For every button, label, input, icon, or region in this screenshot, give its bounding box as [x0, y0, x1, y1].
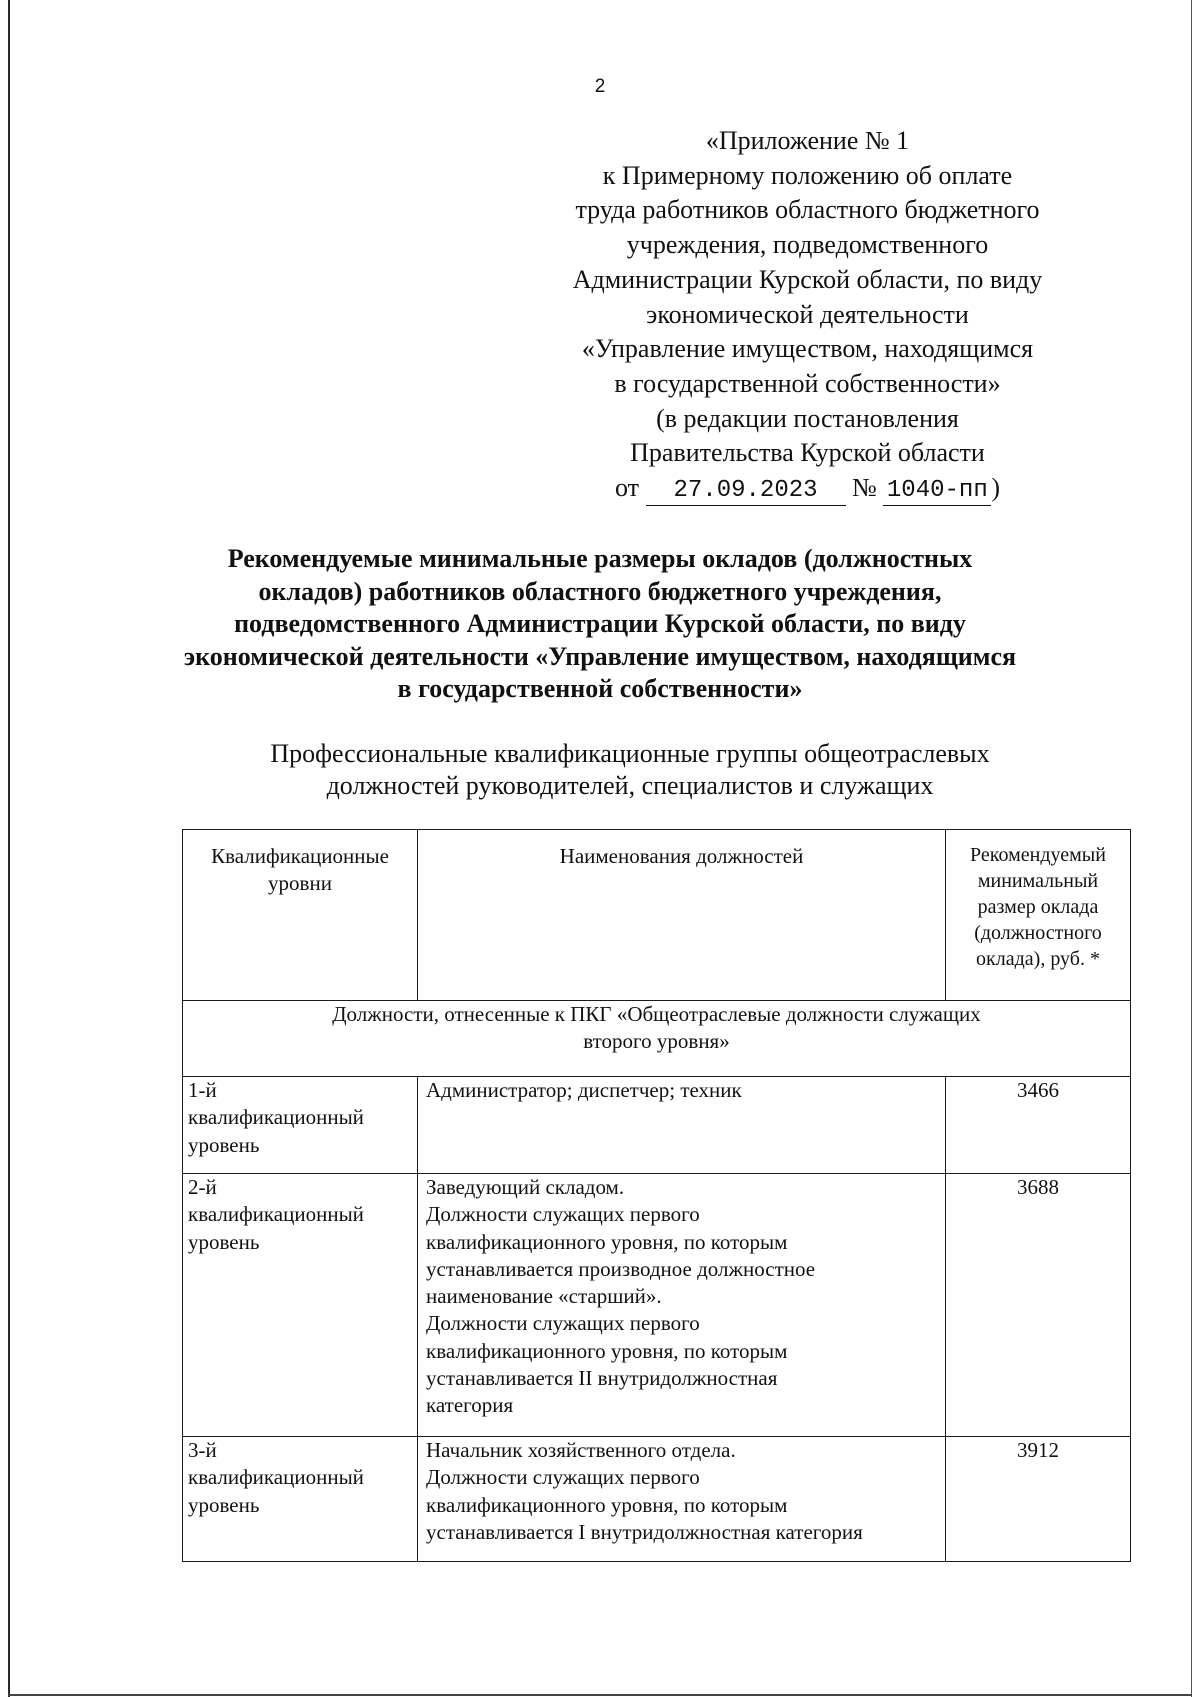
- subtitle-line: должностей руководителей, специалистов и служащих: [326, 771, 934, 800]
- salary-cell: 3466: [946, 1077, 1131, 1174]
- appendix-heading: [545, 124, 1070, 506]
- appendix-line: Правительства Курской области: [630, 438, 985, 468]
- title-line: подведомственного Администрации Курской области, по виду: [234, 609, 966, 638]
- positions-cell: Начальник хозяйственного отдела. Должности служащих первого квалификационного уровня, по которым устанавливается I внутридолжностная категория: [418, 1437, 946, 1562]
- title-line: экономической деятельности «Управление имуществом, находящимся: [183, 641, 1017, 671]
- positions-cell: Администратор; диспетчер; техник: [418, 1077, 946, 1174]
- section-subtitle: [160, 738, 1100, 802]
- resolution-number: 1040-пп: [883, 477, 991, 506]
- appendix-line: «Приложение № 1: [705, 126, 910, 155]
- appendix-line: Администрации Курской области, по виду: [572, 264, 1043, 294]
- appendix-line: в государственной собственности»: [614, 368, 1001, 398]
- title-line: Рекомендуемые минимальные размеры окладов (должностных: [227, 544, 973, 573]
- appendix-line: к Примерному положению об оплате: [602, 160, 1013, 190]
- table-row: [183, 1437, 1131, 1562]
- positions-cell: Заведующий складом. Должности служащих первого квалификационного уровня, по которым устанавливается производное должностное наименование «старший». Должности служащих первого квалификационного уровня, по которым устанавливается II внутридолжностная категория: [418, 1174, 946, 1437]
- resolution-date: 27.09.2023: [646, 477, 846, 506]
- table-row: [183, 1174, 1131, 1437]
- closing-paren: ): [991, 473, 1000, 503]
- table-header-row: [183, 830, 1131, 1001]
- document-title: [120, 543, 1080, 706]
- appendix-line: учреждения, подведомственного: [626, 230, 989, 260]
- scan-edge-right: [1191, 0, 1192, 1697]
- page-number: 2: [594, 76, 606, 97]
- appendix-line: «Управление имуществом, находящимся: [581, 334, 1034, 364]
- table-group-row: [183, 1001, 1131, 1077]
- salary-table: [182, 829, 1131, 1562]
- header-levels: Квалификационные уровни: [183, 830, 418, 1001]
- scan-edge-left: [8, 0, 10, 1697]
- resolution-reference: [545, 471, 1070, 506]
- salary-cell: 3912: [946, 1437, 1131, 1562]
- salary-cell: 3688: [946, 1174, 1131, 1437]
- group-title: Должности, отнесенные к ПКГ «Общеотраслевые должности служащих второго уровня»: [183, 1001, 1131, 1077]
- table-row: [183, 1077, 1131, 1174]
- appendix-line: экономической деятельности: [646, 299, 969, 329]
- number-prefix: №: [852, 473, 877, 503]
- header-positions: Наименования должностей: [418, 830, 946, 1001]
- subtitle-line: Профессиональные квалификационные группы общеотраслевых: [270, 739, 990, 768]
- level-cell: 1-й квалификационный уровень: [183, 1077, 418, 1174]
- title-line: в государственной собственности»: [397, 674, 803, 703]
- level-cell: 2-й квалификационный уровень: [183, 1174, 418, 1437]
- appendix-line: (в редакции постановления: [656, 403, 959, 433]
- date-prefix: от: [614, 473, 640, 503]
- header-salary: Рекомендуемый минимальный размер оклада (должностного оклада), руб. *: [946, 830, 1131, 1001]
- appendix-line: труда работников областного бюджетного: [575, 195, 1040, 225]
- title-line: окладов) работников областного бюджетного учреждения,: [258, 576, 942, 606]
- scan-edge-bottom: [8, 1694, 1192, 1696]
- level-cell: 3-й квалификационный уровень: [183, 1437, 418, 1562]
